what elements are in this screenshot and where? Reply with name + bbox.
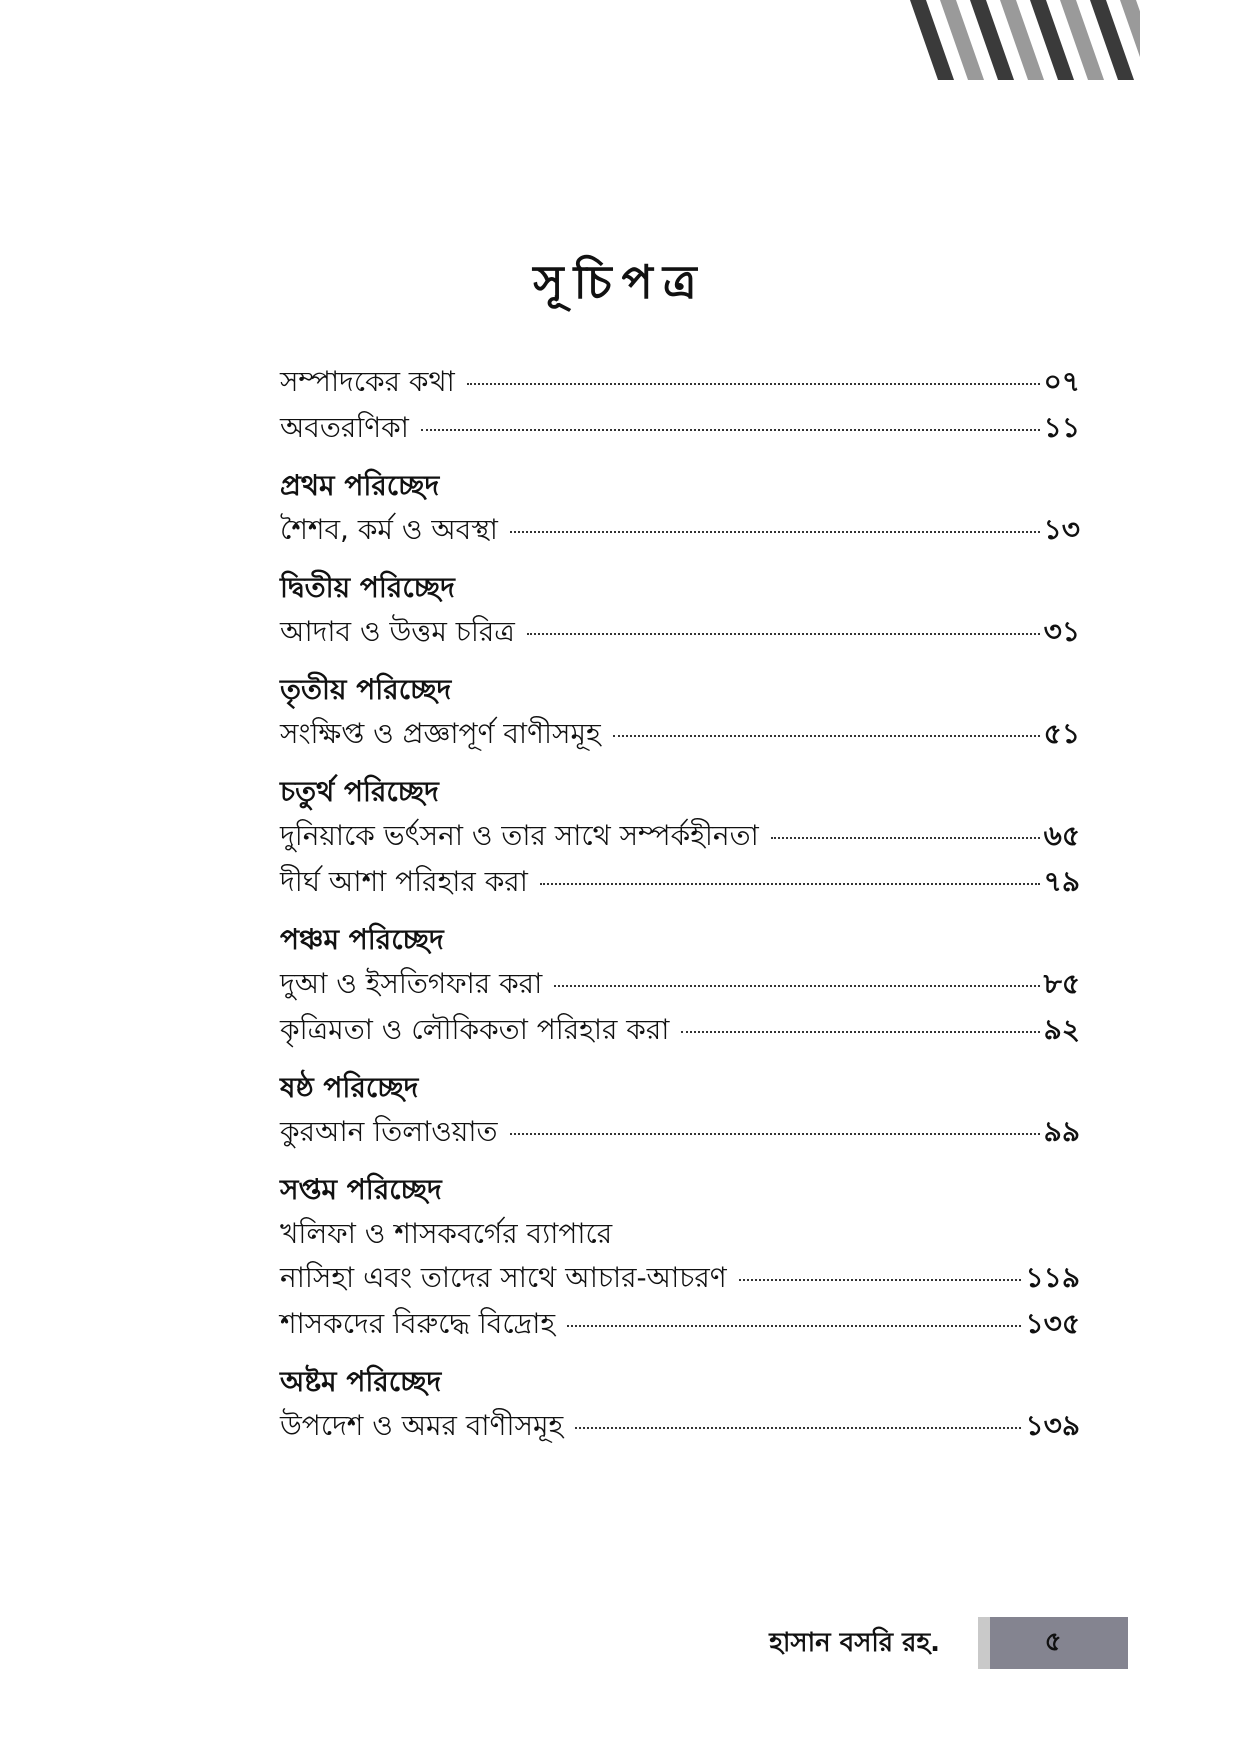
stripe-group: [910, 0, 1140, 80]
toc-page-number: ৫১: [1043, 717, 1080, 750]
toc-entry-title: সম্পাদকের কথা: [280, 365, 455, 398]
toc-entry-title: দুআ ও ইসতিগফার করা: [280, 967, 543, 1000]
toc-page-number: ৭৯: [1043, 865, 1080, 898]
toc-chapter-heading: প্রথম পরিচ্ছেদ: [280, 469, 440, 502]
toc-chapter-heading: পঞ্চম পরিচ্ছেদ: [280, 923, 444, 956]
dot-leader: [527, 633, 1040, 635]
footer-book-title: হাসান বসরি রহ.: [769, 1628, 940, 1658]
table-of-contents: [280, 360, 1080, 1450]
toc-entry: [280, 1404, 1080, 1450]
toc-chapter-heading: সপ্তম পরিচ্ছেদ: [280, 1173, 442, 1206]
dot-leader: [575, 1427, 1021, 1429]
toc-chapter-heading: দ্বিতীয় পরিচ্ছেদ: [280, 571, 455, 604]
toc-entry-title: উপদেশ ও অমর বাণীসমূহ: [280, 1409, 564, 1442]
toc-entry-title: শাসকদের বিরুদ্ধে বিদ্রোহ: [280, 1307, 556, 1340]
toc-chapter-heading: চতুর্থ পরিচ্ছেদ: [280, 775, 439, 808]
toc-entry: [280, 962, 1080, 1008]
dot-leader: [421, 429, 1040, 431]
toc-entry: [280, 1008, 1080, 1054]
dot-leader: [510, 531, 1040, 533]
dot-leader: [739, 1279, 1022, 1281]
dot-leader: [554, 985, 1039, 987]
toc-page-number: ১১: [1043, 411, 1080, 444]
dot-leader: [540, 883, 1040, 885]
toc-entry: [280, 1110, 1080, 1156]
toc-entry: [280, 360, 1080, 406]
dot-leader: [613, 735, 1040, 737]
dot-leader: [510, 1133, 1040, 1135]
dot-leader: [681, 1031, 1039, 1033]
toc-entry: [280, 406, 1080, 452]
toc-entry-line: [280, 1212, 1080, 1256]
toc-page-number: ১৩৫: [1025, 1307, 1080, 1340]
toc-entry-title: দুনিয়াকে ভর্ৎসনা ও তার সাথে সম্পর্কহীনতা: [280, 819, 759, 852]
toc-entry: [280, 814, 1080, 860]
toc-page-number: ৮৫: [1043, 967, 1080, 1000]
toc-page-number: ১১৯: [1025, 1261, 1080, 1294]
toc-entry-title: দীর্ঘ আশা পরিহার করা: [280, 865, 528, 898]
toc-page-number: ৯৯: [1043, 1115, 1080, 1148]
toc-entry-title: নাসিহা এবং তাদের সাথে আচার-আচরণ: [280, 1261, 727, 1294]
toc-entry: [280, 508, 1080, 554]
toc-page-number: ৬৫: [1043, 819, 1080, 852]
toc-entry-title: কৃত্রিমতা ও লৌকিকতা পরিহার করা: [280, 1013, 670, 1046]
footer-page-box: [978, 1617, 1128, 1669]
toc-entry-title: সংক্ষিপ্ত ও প্রজ্ঞাপূর্ণ বাণীসমূহ: [280, 717, 601, 750]
toc-entry-title: কুরআন তিলাওয়াত: [280, 1115, 498, 1148]
corner-stripes-decoration: [900, 0, 1140, 80]
footer-page-number: ৫: [1044, 1627, 1062, 1657]
dot-leader: [771, 837, 1040, 839]
toc-page-number: ৯২: [1043, 1013, 1080, 1046]
toc-entry-title: আদাব ও উত্তম চরিত্র: [280, 615, 515, 648]
toc-page-number: ০৭: [1043, 365, 1080, 398]
toc-page-number: ১৩৯: [1025, 1409, 1080, 1442]
page-title: সূচিপত্র: [533, 255, 707, 309]
dot-leader: [467, 383, 1040, 385]
toc-entry: [280, 1256, 1080, 1302]
toc-chapter-heading: তৃতীয় পরিচ্ছেদ: [280, 673, 452, 706]
toc-entry-title: খলিফা ও শাসকবর্গের ব্যাপারে: [280, 1217, 613, 1250]
toc-entry: [280, 860, 1080, 906]
toc-entry: [280, 610, 1080, 656]
toc-entry-title: শৈশব, কর্ম ও অবস্থা: [280, 513, 498, 546]
toc-chapter-heading: ষষ্ঠ পরিচ্ছেদ: [280, 1071, 419, 1104]
toc-chapter-heading: অষ্টম পরিচ্ছেদ: [280, 1365, 442, 1398]
toc-entry: [280, 1302, 1080, 1348]
toc-entry: [280, 712, 1080, 758]
toc-page-number: ৩১: [1043, 615, 1080, 648]
toc-entry-title: অবতরণিকা: [280, 411, 409, 444]
dot-leader: [567, 1325, 1021, 1327]
toc-page-number: ১৩: [1043, 513, 1080, 546]
